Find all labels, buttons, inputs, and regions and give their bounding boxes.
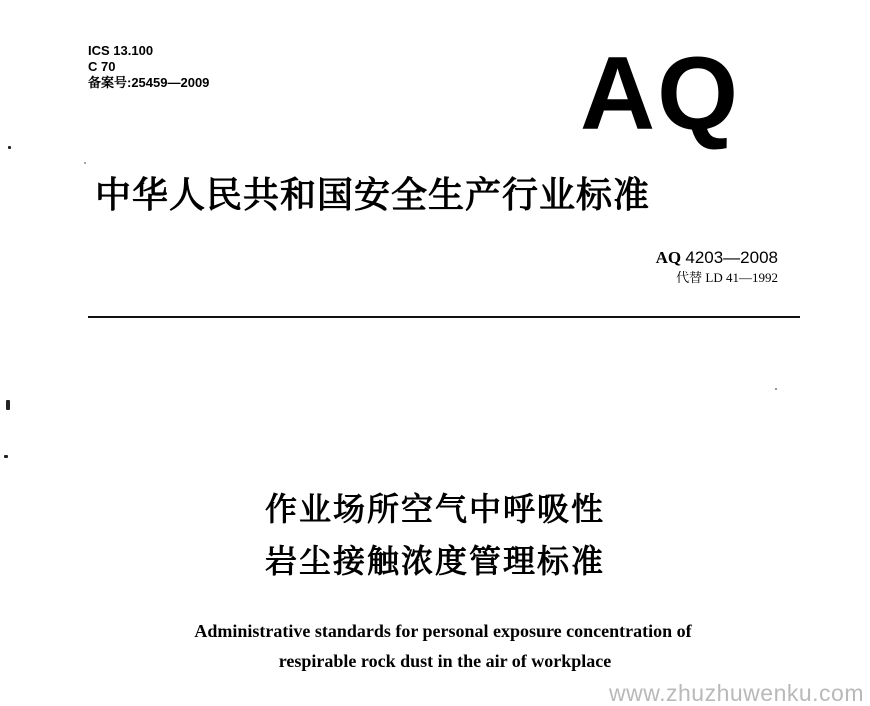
- chinese-title-line-2: 岩尘接触浓度管理标准: [264, 542, 605, 580]
- classification-code: C 70: [88, 59, 116, 74]
- scan-speck: [6, 400, 10, 410]
- watermark: www.zhuzhuwenku.com: [609, 680, 864, 706]
- standard-code: [656, 248, 778, 268]
- standard-code-number: 4203—2008: [685, 248, 778, 267]
- scan-speck: [4, 455, 8, 458]
- standard-code-prefix: AQ: [655, 248, 682, 267]
- chinese-title-line-1: 作业场所空气中呼吸性: [264, 490, 605, 528]
- ics-code: ICS 13.100: [88, 43, 154, 58]
- english-title-line-1: Administrative standards for personal exposure concentration of: [194, 621, 692, 641]
- standard-category-title: 中华人民共和国安全生产行业标准: [95, 175, 651, 216]
- replaces-note: 代替 LD 41—1992: [676, 270, 778, 285]
- record-number: 备案号:25459—2009: [88, 75, 210, 90]
- scan-speck: [775, 388, 777, 390]
- english-title-line-2: respirable rock dust in the air of workplace: [278, 651, 612, 671]
- scan-speck: [84, 162, 86, 164]
- scan-speck: [8, 146, 11, 149]
- header-divider: [88, 316, 800, 318]
- aq-logo: AQ: [580, 36, 740, 152]
